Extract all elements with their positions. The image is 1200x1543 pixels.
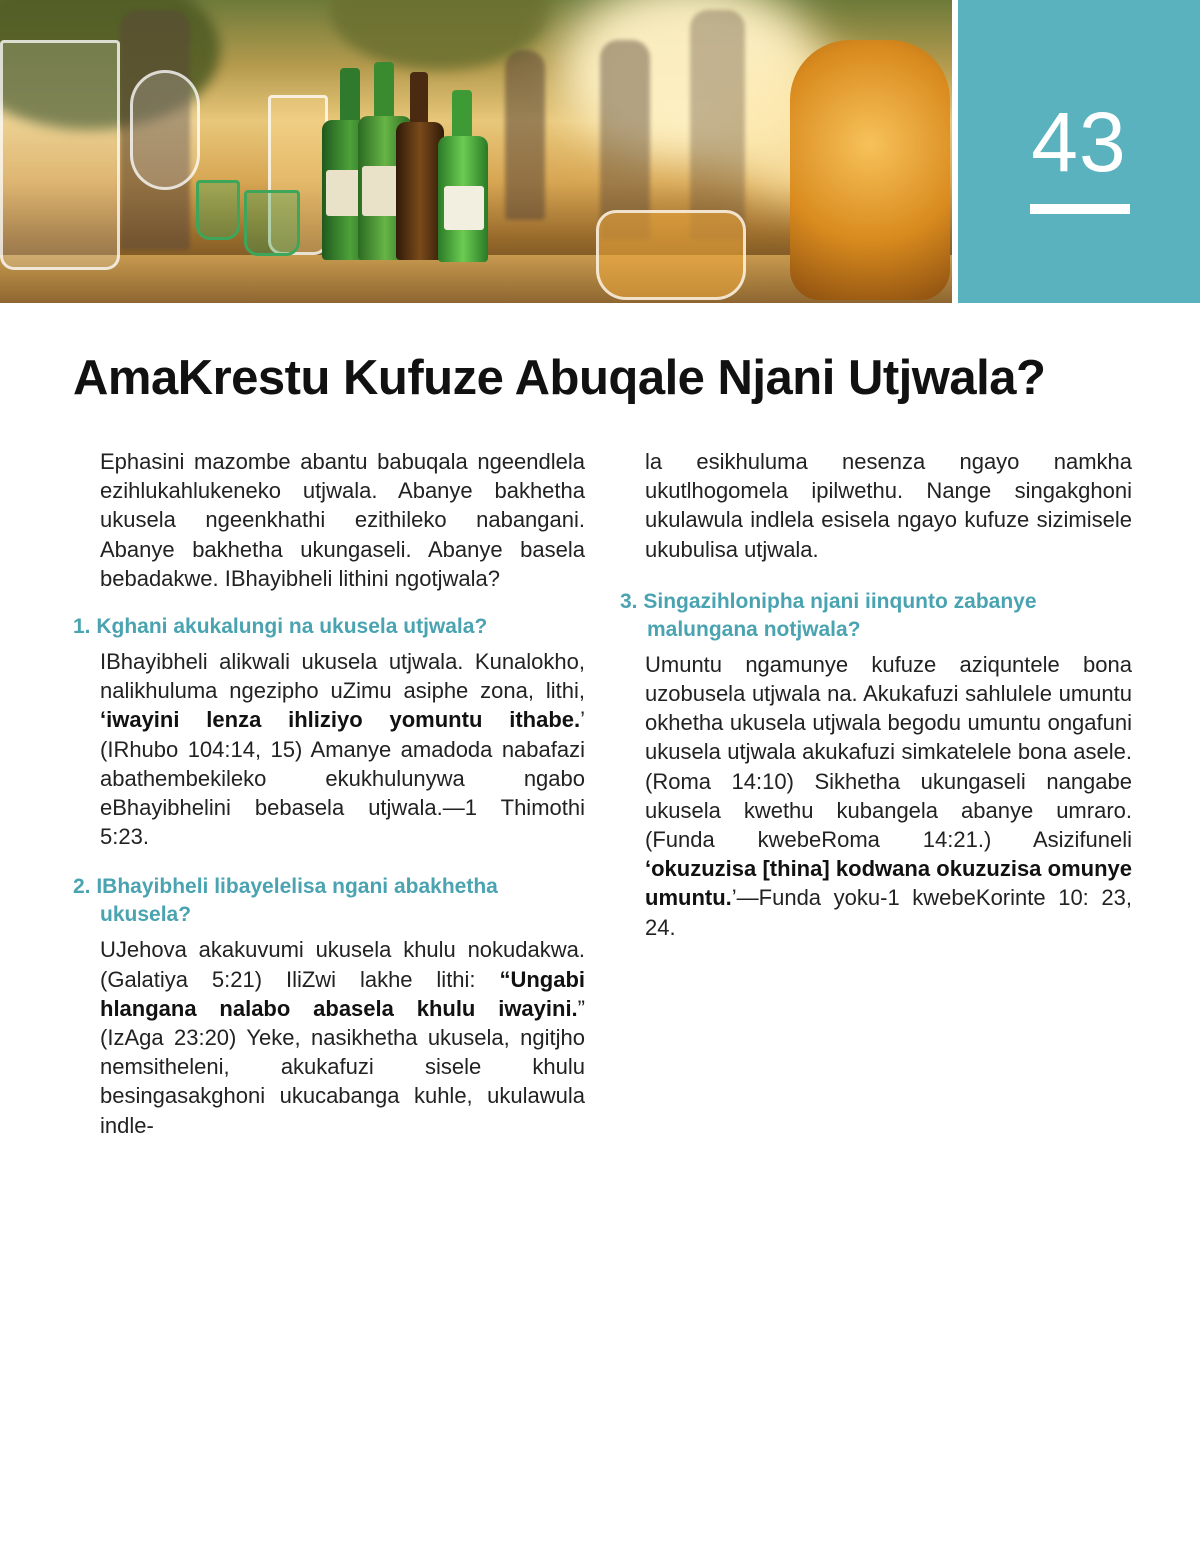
page-title: AmaKrestu Kufuze Abuqale Njani Utjwala? — [73, 351, 1046, 405]
lesson-number-underline — [1030, 204, 1130, 214]
answer-1-text-b: ’ (IRhubo 104:14, 15) Amanye amadoda nabafazi abathembekileko ekukhulunywa ngabo eBhayibhelini bebasela utjwala.—1 Thimothi 5:23. — [100, 707, 585, 850]
answer-3-text-a: Umuntu ngamunye kufuze aziquntele bona uzobusela utjwala na. Akukafuzi sahlulele umuntu okhetha ukusela utjwala begodu umuntu ongafuni ukusela utjwala akukafuzi simkatelele bona asele. (Roma 14:10) Sikhetha ukungaseli nangabe ukusela kwethu kubangela abanye umraro. (Funda kwebeRoma 14:21.) Asizifuneli — [645, 651, 1132, 853]
answer-3-quote: ‘okuzuzisa [thina] kodwana okuzuzisa omunye umuntu. — [645, 856, 1132, 911]
answer-3 — [620, 650, 1132, 942]
lesson-number-panel — [958, 0, 1200, 303]
answer-2-continued: la esikhuluma nesenza ngayo namkha ukutlhogomela ipilwethu. Nange singakghoni ukulawula indlela esisela ngayo kufuze sizimisele ukubulisa utjwala. — [645, 449, 1132, 562]
question-3: 3. Singazihlonipha njani iinqunto zabanye malungana notjwala? — [620, 589, 1037, 641]
right-column — [620, 447, 1132, 942]
answer-3-text-b: ’—Funda yoku-1 kwebeKorinte 10: 23, 24. — [645, 885, 1132, 940]
answer-2-text-a: UJehova akakuvumi ukusela khulu nokudakwa. (Galatiya 5:21) IliZwi lakhe lithi: — [100, 937, 585, 992]
question-1: 1. Kghani akukalungi na ukusela utjwala? — [73, 615, 488, 639]
question-2: 2. IBhayibheli libayelelisa ngani abakhetha ukusela? — [73, 875, 498, 927]
answer-2-text-b: ” (IzAga 23:20) Yeke, nasikhetha ukusela, ngitjho nemsitheleni, akukafuzi sisele khulu besingasakghoni ukucabanga kuhle, ukulawula indle- — [100, 995, 585, 1138]
answer-2-left — [73, 935, 585, 1139]
header-photo — [0, 0, 952, 303]
answer-1-text-a: IBhayibheli alikwali ukusela utjwala. Kunalokho, nalikhuluma ngezipho uZimu asiphe zona, lithi, — [100, 649, 585, 704]
answer-1 — [73, 647, 585, 851]
answer-2-quote: “Ungabi hlangana nalabo abasela khulu iwayini. — [100, 966, 585, 1021]
answer-1-quote: ‘iwayini lenza ihliziyo yomuntu ithabe. — [100, 707, 581, 733]
intro-paragraph: Ephasini mazombe abantu babuqala ngeendlela ezihlukahlukeneko utjwala. Abanye bakhetha ukusela ngeenkhathi ezithileko nabangani. Abanye bakhetha ukungaseli. Abanye basela bebadakwe. IBhayibheli lithini ngotjwala? — [100, 449, 585, 591]
left-column — [73, 447, 585, 1140]
lesson-number: 43 — [1031, 95, 1127, 189]
